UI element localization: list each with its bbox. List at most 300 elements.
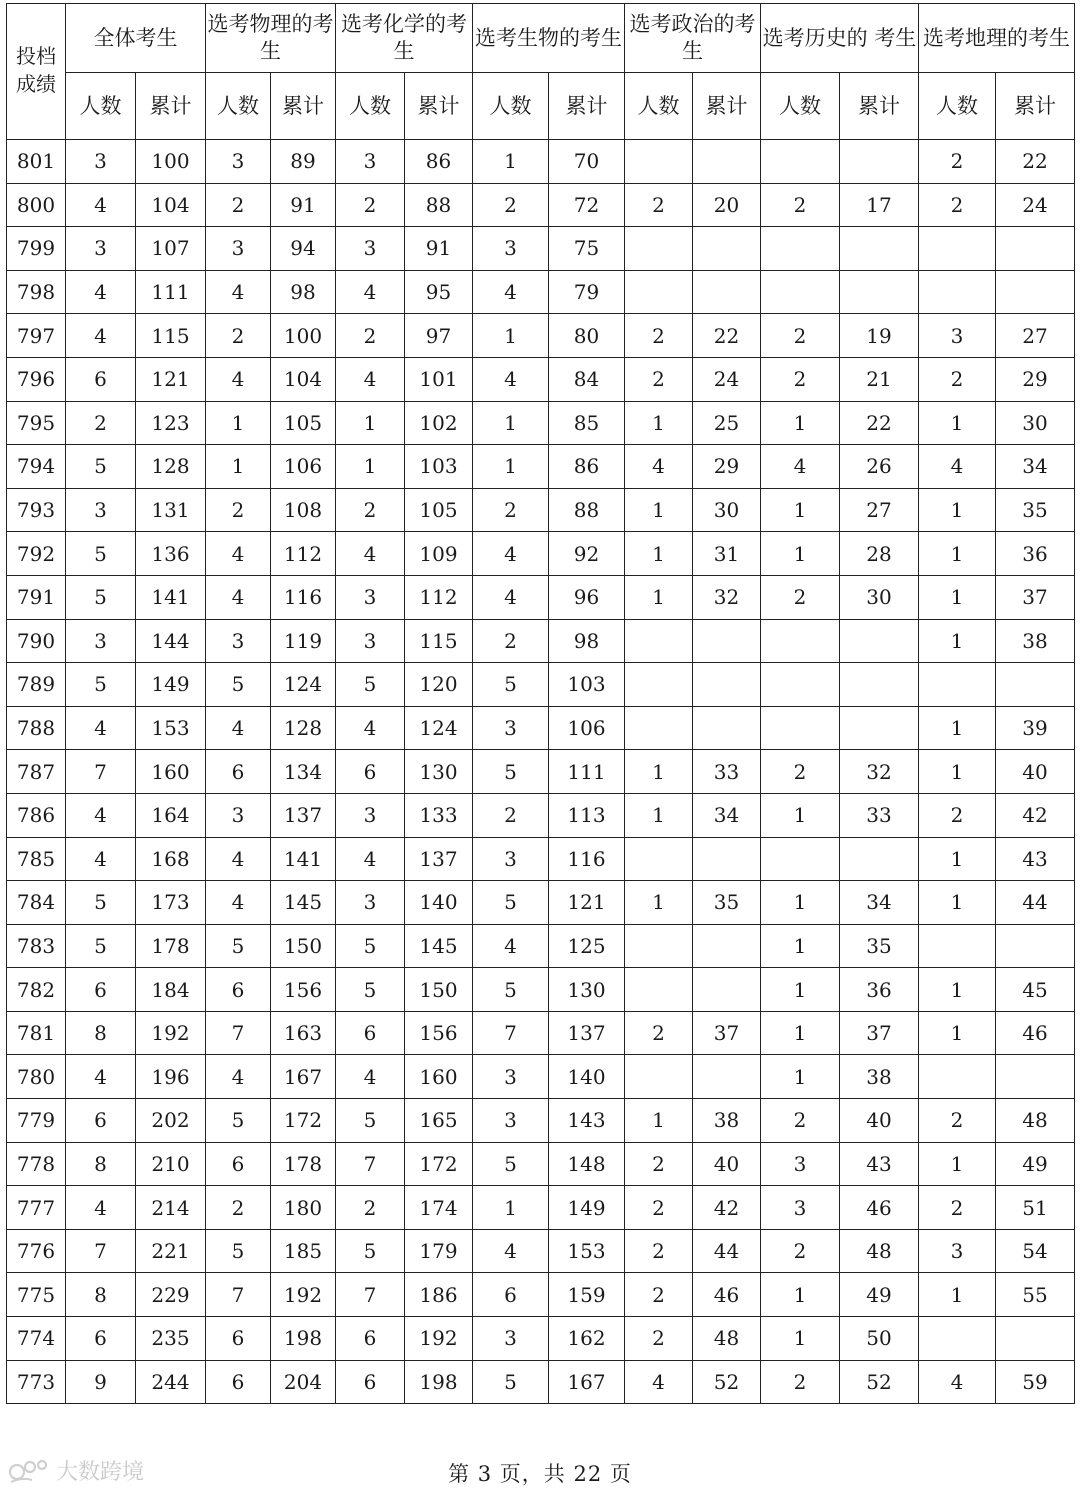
table-cell: 4	[206, 270, 271, 314]
table-cell: 1	[761, 793, 840, 837]
subheader-row	[7, 73, 1075, 140]
table-cell: 2	[919, 1186, 996, 1230]
table-cell: 80	[549, 314, 625, 358]
table-cell: 37	[693, 1011, 761, 1055]
table-cell: 3	[473, 837, 549, 881]
table-cell: 48	[840, 1229, 919, 1273]
table-cell: 6	[66, 357, 136, 401]
table-cell: 44	[693, 1229, 761, 1273]
table-cell: 116	[271, 575, 336, 619]
table-cell: 37	[840, 1011, 919, 1055]
table-cell: 38	[693, 1099, 761, 1143]
table-cell: 29	[996, 357, 1075, 401]
subheader-cumulative: 累计	[549, 73, 625, 140]
table-cell: 4	[206, 532, 271, 576]
table-cell	[840, 837, 919, 881]
table-cell: 6	[206, 1317, 271, 1361]
table-cell: 88	[549, 488, 625, 532]
table-cell: 38	[840, 1055, 919, 1099]
table-cell: 4	[66, 837, 136, 881]
table-cell: 3	[473, 1099, 549, 1143]
table-cell: 2	[336, 1186, 405, 1230]
table-cell: 162	[549, 1317, 625, 1361]
table-cell: 5	[473, 663, 549, 707]
group-header: 选考政治的考生	[625, 4, 761, 73]
score-cell: 773	[7, 1360, 66, 1404]
table-cell: 3	[336, 575, 405, 619]
table-cell	[996, 924, 1075, 968]
table-cell: 156	[271, 968, 336, 1012]
table-cell: 111	[136, 270, 206, 314]
table-cell: 6	[206, 1142, 271, 1186]
table-row	[7, 1273, 1075, 1317]
table-cell: 121	[136, 357, 206, 401]
table-cell: 92	[549, 532, 625, 576]
table-cell: 1	[625, 401, 693, 445]
table-cell: 86	[405, 140, 473, 184]
table-cell: 2	[336, 314, 405, 358]
table-cell: 46	[996, 1011, 1075, 1055]
table-cell: 115	[136, 314, 206, 358]
table-cell: 48	[693, 1317, 761, 1361]
table-cell: 2	[625, 1142, 693, 1186]
table-cell: 1	[919, 619, 996, 663]
table-cell: 6	[336, 1360, 405, 1404]
table-cell: 124	[271, 663, 336, 707]
table-cell: 2	[473, 619, 549, 663]
table-row	[7, 314, 1075, 358]
table-cell: 46	[693, 1273, 761, 1317]
table-cell: 1	[625, 793, 693, 837]
table-cell: 4	[206, 706, 271, 750]
table-cell: 49	[996, 1142, 1075, 1186]
score-cell: 798	[7, 270, 66, 314]
table-cell: 5	[336, 1229, 405, 1273]
table-cell: 5	[473, 1360, 549, 1404]
table-cell: 2	[625, 1186, 693, 1230]
table-cell: 42	[693, 1186, 761, 1230]
table-cell: 186	[405, 1273, 473, 1317]
table-cell: 2	[625, 1011, 693, 1055]
table-cell: 235	[136, 1317, 206, 1361]
table-cell: 1	[919, 1273, 996, 1317]
table-cell: 4	[66, 793, 136, 837]
table-cell: 149	[549, 1186, 625, 1230]
table-cell: 96	[549, 575, 625, 619]
table-cell	[625, 837, 693, 881]
table-cell: 91	[405, 227, 473, 271]
table-cell: 75	[549, 227, 625, 271]
table-cell: 105	[271, 401, 336, 445]
table-cell: 1	[761, 1317, 840, 1361]
table-cell: 5	[66, 445, 136, 489]
table-cell: 5	[66, 881, 136, 925]
table-cell: 204	[271, 1360, 336, 1404]
table-cell: 6	[206, 1360, 271, 1404]
table-cell: 2	[761, 314, 840, 358]
table-cell: 123	[136, 401, 206, 445]
table-cell: 86	[549, 445, 625, 489]
table-cell: 1	[761, 532, 840, 576]
table-row	[7, 140, 1075, 184]
table-cell: 2	[473, 488, 549, 532]
table-cell: 112	[271, 532, 336, 576]
table-cell: 115	[405, 619, 473, 663]
subheader-count: 人数	[206, 73, 271, 140]
table-cell: 150	[405, 968, 473, 1012]
table-cell: 244	[136, 1360, 206, 1404]
table-cell: 4	[66, 270, 136, 314]
score-cell: 781	[7, 1011, 66, 1055]
table-cell: 2	[919, 183, 996, 227]
table-row	[7, 1360, 1075, 1404]
table-cell: 202	[136, 1099, 206, 1143]
table-cell: 94	[271, 227, 336, 271]
table-cell: 97	[405, 314, 473, 358]
score-column-header: 投档成绩	[7, 4, 66, 140]
score-cell: 801	[7, 140, 66, 184]
subheader-count: 人数	[625, 73, 693, 140]
table-row	[7, 445, 1075, 489]
table-cell: 125	[549, 924, 625, 968]
table-cell	[761, 619, 840, 663]
table-cell	[693, 270, 761, 314]
table-cell: 116	[549, 837, 625, 881]
table-cell: 6	[336, 750, 405, 794]
table-cell	[693, 619, 761, 663]
table-cell: 1	[761, 1055, 840, 1099]
score-cell: 792	[7, 532, 66, 576]
table-cell: 2	[761, 1099, 840, 1143]
table-cell: 8	[66, 1273, 136, 1317]
table-row	[7, 924, 1075, 968]
table-cell	[919, 227, 996, 271]
table-cell: 1	[919, 750, 996, 794]
score-cell: 794	[7, 445, 66, 489]
table-cell: 168	[136, 837, 206, 881]
group-header: 选考地理的考生	[919, 4, 1075, 73]
table-cell: 22	[693, 314, 761, 358]
table-row	[7, 270, 1075, 314]
table-row	[7, 357, 1075, 401]
table-cell: 3	[66, 140, 136, 184]
table-cell: 1	[625, 881, 693, 925]
table-cell: 103	[405, 445, 473, 489]
table-cell: 140	[405, 881, 473, 925]
table-cell	[919, 924, 996, 968]
table-cell: 5	[206, 1229, 271, 1273]
table-cell: 112	[405, 575, 473, 619]
table-cell: 4	[625, 1360, 693, 1404]
table-cell: 1	[919, 706, 996, 750]
score-cell: 782	[7, 968, 66, 1012]
table-cell: 1	[919, 488, 996, 532]
table-cell	[625, 663, 693, 707]
table-cell	[919, 1055, 996, 1099]
table-cell: 1	[473, 401, 549, 445]
score-cell: 784	[7, 881, 66, 925]
table-cell: 52	[693, 1360, 761, 1404]
table-cell: 50	[840, 1317, 919, 1361]
table-cell: 1	[761, 1011, 840, 1055]
table-cell: 84	[549, 357, 625, 401]
table-cell: 107	[136, 227, 206, 271]
table-cell: 153	[549, 1229, 625, 1273]
table-cell: 55	[996, 1273, 1075, 1317]
table-cell: 4	[66, 706, 136, 750]
table-cell: 2	[919, 793, 996, 837]
table-cell: 5	[473, 750, 549, 794]
score-cell: 799	[7, 227, 66, 271]
table-cell: 35	[996, 488, 1075, 532]
table-cell	[996, 227, 1075, 271]
table-cell: 3	[473, 706, 549, 750]
table-cell: 192	[405, 1317, 473, 1361]
table-cell: 22	[840, 401, 919, 445]
table-cell: 4	[336, 706, 405, 750]
table-cell: 6	[206, 968, 271, 1012]
table-cell: 2	[761, 575, 840, 619]
table-cell: 26	[840, 445, 919, 489]
subheader-cumulative: 累计	[405, 73, 473, 140]
table-cell: 2	[625, 183, 693, 227]
table-cell	[693, 968, 761, 1012]
table-cell: 229	[136, 1273, 206, 1317]
table-cell: 8	[66, 1142, 136, 1186]
table-cell: 192	[271, 1273, 336, 1317]
table-cell: 40	[996, 750, 1075, 794]
table-cell: 192	[136, 1011, 206, 1055]
table-cell: 196	[136, 1055, 206, 1099]
subheader-cumulative: 累计	[840, 73, 919, 140]
table-cell: 3	[206, 140, 271, 184]
table-cell: 38	[996, 619, 1075, 663]
table-cell: 59	[996, 1360, 1075, 1404]
table-cell: 4	[66, 1055, 136, 1099]
table-cell: 22	[996, 140, 1075, 184]
table-cell: 51	[996, 1186, 1075, 1230]
table-row	[7, 1099, 1075, 1143]
table-cell	[693, 706, 761, 750]
table-cell: 35	[840, 924, 919, 968]
table-cell	[625, 1055, 693, 1099]
table-cell	[840, 227, 919, 271]
table-cell: 6	[66, 1317, 136, 1361]
table-cell: 17	[840, 183, 919, 227]
table-cell: 3	[336, 619, 405, 663]
table-cell	[761, 270, 840, 314]
table-cell	[625, 140, 693, 184]
table-cell: 198	[405, 1360, 473, 1404]
table-cell: 1	[919, 532, 996, 576]
table-cell: 2	[206, 314, 271, 358]
table-cell: 30	[693, 488, 761, 532]
table-cell: 3	[761, 1186, 840, 1230]
table-cell: 4	[473, 532, 549, 576]
table-cell: 7	[66, 1229, 136, 1273]
table-cell: 24	[996, 183, 1075, 227]
table-cell: 134	[271, 750, 336, 794]
table-cell: 3	[919, 314, 996, 358]
table-cell: 6	[336, 1317, 405, 1361]
table-cell: 5	[336, 924, 405, 968]
table-cell: 1	[473, 140, 549, 184]
group-header: 全体考生	[66, 4, 206, 73]
subheader-cumulative: 累计	[271, 73, 336, 140]
table-cell: 46	[840, 1186, 919, 1230]
score-cell: 797	[7, 314, 66, 358]
table-cell: 1	[473, 1186, 549, 1230]
table-cell	[840, 706, 919, 750]
table-cell: 8	[66, 1011, 136, 1055]
table-cell: 103	[549, 663, 625, 707]
subheader-count: 人数	[66, 73, 136, 140]
table-cell	[840, 270, 919, 314]
table-cell: 40	[693, 1142, 761, 1186]
table-cell: 4	[206, 1055, 271, 1099]
table-cell: 52	[840, 1360, 919, 1404]
table-cell: 3	[206, 227, 271, 271]
table-cell: 4	[473, 924, 549, 968]
table-cell: 148	[549, 1142, 625, 1186]
table-cell	[996, 270, 1075, 314]
table-cell: 4	[66, 314, 136, 358]
table-cell: 88	[405, 183, 473, 227]
table-cell: 1	[919, 1011, 996, 1055]
table-row	[7, 1142, 1075, 1186]
table-cell: 44	[996, 881, 1075, 925]
table-cell: 104	[136, 183, 206, 227]
table-cell: 120	[405, 663, 473, 707]
table-cell: 4	[66, 183, 136, 227]
table-cell: 106	[271, 445, 336, 489]
table-cell: 70	[549, 140, 625, 184]
table-cell: 30	[840, 575, 919, 619]
table-cell: 2	[761, 750, 840, 794]
table-cell: 29	[693, 445, 761, 489]
table-cell: 3	[919, 1229, 996, 1273]
table-cell: 111	[549, 750, 625, 794]
table-cell: 35	[693, 881, 761, 925]
table-row	[7, 968, 1075, 1012]
score-cell: 791	[7, 575, 66, 619]
table-cell: 7	[206, 1011, 271, 1055]
table-cell: 34	[840, 881, 919, 925]
table-cell	[919, 270, 996, 314]
table-cell: 36	[996, 532, 1075, 576]
table-header	[7, 4, 1075, 140]
score-cell: 776	[7, 1229, 66, 1273]
table-cell: 150	[271, 924, 336, 968]
table-cell: 24	[693, 357, 761, 401]
table-cell: 160	[405, 1055, 473, 1099]
table-cell: 198	[271, 1317, 336, 1361]
table-cell: 19	[840, 314, 919, 358]
table-cell: 106	[549, 706, 625, 750]
table-cell: 37	[996, 575, 1075, 619]
subheader-count: 人数	[473, 73, 549, 140]
table-cell: 144	[136, 619, 206, 663]
table-cell: 210	[136, 1142, 206, 1186]
table-cell: 141	[271, 837, 336, 881]
table-cell	[693, 924, 761, 968]
table-cell: 1	[206, 445, 271, 489]
table-cell: 156	[405, 1011, 473, 1055]
table-cell: 48	[996, 1099, 1075, 1143]
watermark-text: 大数跨境	[56, 1460, 145, 1485]
table-row	[7, 1317, 1075, 1361]
table-cell: 101	[405, 357, 473, 401]
table-cell: 2	[473, 183, 549, 227]
table-cell: 1	[473, 314, 549, 358]
table-cell: 3	[336, 793, 405, 837]
table-cell	[761, 706, 840, 750]
table-cell: 124	[405, 706, 473, 750]
table-cell: 21	[840, 357, 919, 401]
table-cell: 1	[625, 1099, 693, 1143]
table-cell: 4	[919, 445, 996, 489]
table-cell	[919, 663, 996, 707]
table-row	[7, 401, 1075, 445]
table-cell: 2	[66, 401, 136, 445]
table-cell: 4	[919, 1360, 996, 1404]
subheader-cumulative: 累计	[693, 73, 761, 140]
table-cell: 1	[919, 1142, 996, 1186]
table-cell: 27	[840, 488, 919, 532]
table-cell: 3	[473, 1317, 549, 1361]
table-cell	[840, 663, 919, 707]
table-cell: 5	[206, 663, 271, 707]
table-row	[7, 837, 1075, 881]
table-cell: 172	[405, 1142, 473, 1186]
table-cell: 1	[625, 750, 693, 794]
table-cell: 131	[136, 488, 206, 532]
table-cell: 6	[66, 968, 136, 1012]
table-cell: 5	[206, 1099, 271, 1143]
table-cell: 27	[996, 314, 1075, 358]
table-cell: 184	[136, 968, 206, 1012]
table-cell: 160	[136, 750, 206, 794]
table-row	[7, 619, 1075, 663]
table-cell: 145	[405, 924, 473, 968]
table-row	[7, 575, 1075, 619]
table-cell: 141	[136, 575, 206, 619]
table-cell: 3	[473, 1055, 549, 1099]
table-cell	[693, 837, 761, 881]
table-cell: 4	[336, 357, 405, 401]
table-cell	[840, 619, 919, 663]
score-cell: 775	[7, 1273, 66, 1317]
score-cell: 800	[7, 183, 66, 227]
table-cell: 7	[66, 750, 136, 794]
table-cell: 145	[271, 881, 336, 925]
table-cell: 20	[693, 183, 761, 227]
table-cell: 5	[66, 532, 136, 576]
table-cell: 4	[206, 357, 271, 401]
table-cell: 119	[271, 619, 336, 663]
table-cell: 4	[336, 837, 405, 881]
table-cell: 2	[206, 183, 271, 227]
table-cell: 49	[840, 1273, 919, 1317]
table-cell: 6	[206, 750, 271, 794]
table-cell: 159	[549, 1273, 625, 1317]
table-cell: 1	[761, 1273, 840, 1317]
table-cell: 1	[919, 401, 996, 445]
table-cell: 1	[336, 401, 405, 445]
table-cell: 2	[625, 1229, 693, 1273]
table-cell: 43	[996, 837, 1075, 881]
group-header: 选考历史的 考生	[761, 4, 919, 73]
